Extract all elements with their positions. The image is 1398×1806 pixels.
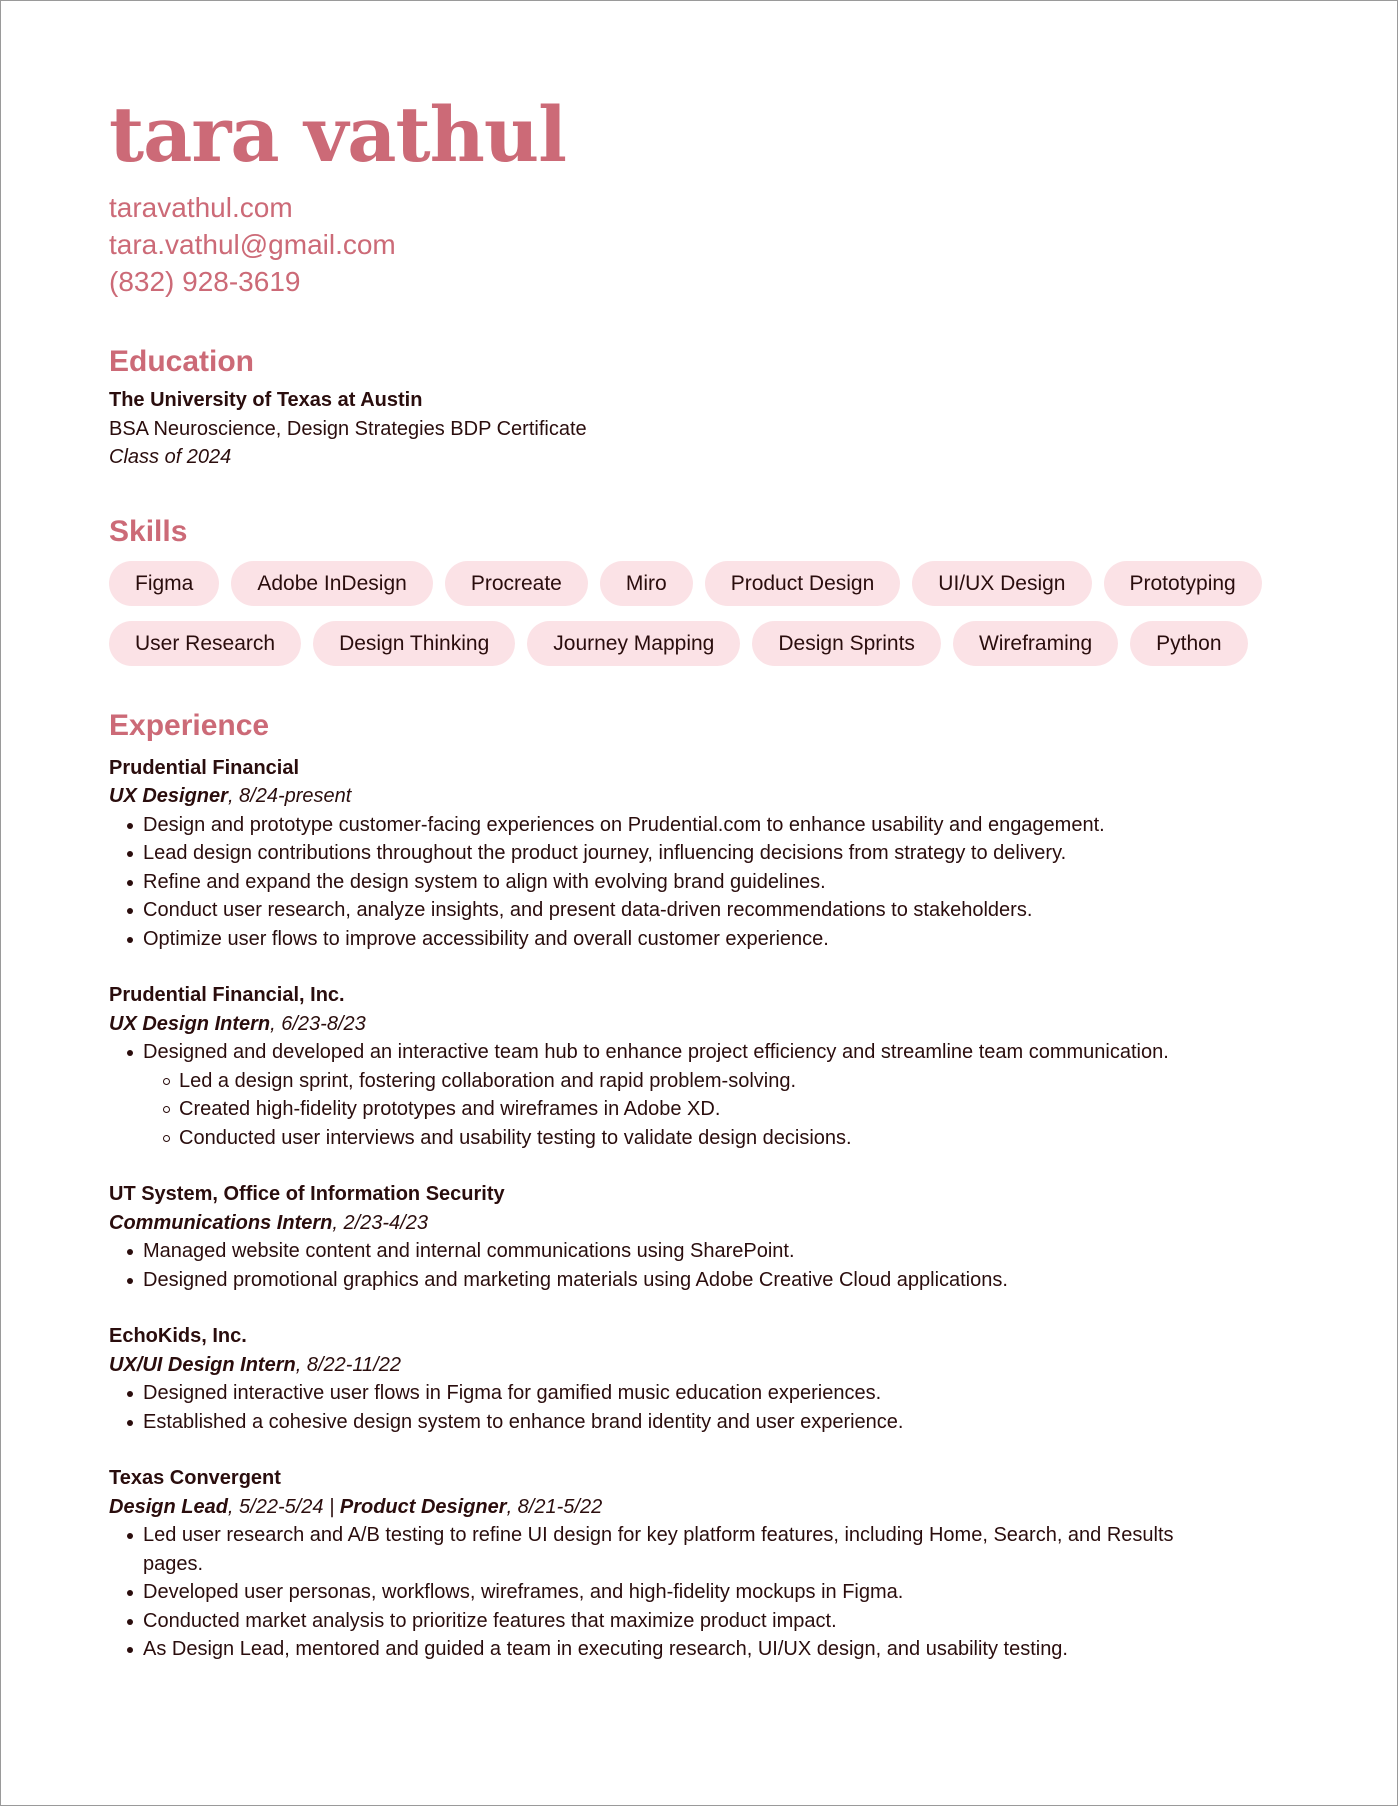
job-company: UT System, Office of Information Security — [109, 1183, 505, 1205]
job-bullet: Established a cohesive design system to enhance brand identity and user experience. — [109, 1408, 1339, 1437]
job-bullet: Managed website content and internal communications using SharePoint. — [109, 1237, 1339, 1266]
experience-section — [109, 708, 1339, 1664]
skill-chip: Adobe InDesign — [231, 561, 432, 606]
job-sub-bullet: Created high-fidelity prototypes and wireframes in Adobe XD. — [109, 1095, 1339, 1124]
job-title-line — [109, 1493, 1339, 1522]
job-role: UX Design Intern — [109, 1012, 271, 1035]
job-bullet: Design and prototype customer-facing experiences on Prudential.com to enhance usability and engagement. — [109, 811, 1339, 840]
education-title: Education — [109, 345, 255, 378]
job-entry — [109, 754, 1339, 954]
job-role-2: Product Designer — [339, 1495, 507, 1518]
job-company: EchoKids, Inc. — [109, 1325, 247, 1347]
job-title-line — [109, 1351, 1339, 1380]
phone-number: (832) 928-3619 — [109, 266, 301, 297]
job-entry — [109, 1464, 1339, 1664]
job-bullet: Conduct user research, analyze insights, and present data-driven recommendations to stakeholders. — [109, 896, 1339, 925]
job-bullets — [109, 811, 1339, 954]
job-dates: , 2/23-4/23 — [332, 1211, 428, 1234]
job-role: UX Designer — [109, 785, 228, 807]
job-entry — [109, 1180, 1339, 1294]
skills-section — [109, 514, 1339, 666]
skill-chip: Procreate — [445, 561, 588, 606]
job-dates: , 8/22-11/22 — [295, 1353, 401, 1376]
job-bullet: Designed and developed an interactive team hub to enhance project efficiency and streamline team communication. — [109, 1038, 1339, 1067]
job-entry — [109, 981, 1339, 1152]
graduation-class: Class of 2024 — [109, 446, 232, 468]
job-bullet: As Design Lead, mentored and guided a team in executing research, UI/UX design, and usability testing. — [109, 1635, 1219, 1664]
skill-chip: Design Sprints — [752, 621, 941, 666]
job-entry — [109, 1322, 1339, 1436]
skill-chip: Figma — [109, 561, 219, 606]
job-sub-bullet: Conducted user interviews and usability testing to validate design decisions. — [109, 1124, 1339, 1153]
job-dates: , 8/24-present — [227, 785, 352, 807]
job-bullet: Designed interactive user flows in Figma for gamified music education experiences. — [109, 1379, 1339, 1408]
job-dates: , 5/22-5/24 | — [227, 1495, 340, 1518]
name-heading: tara vathul — [109, 90, 566, 179]
email-link[interactable]: tara.vathul@gmail.com — [109, 229, 396, 260]
job-sub-bullet: Led a design sprint, fostering collaboration and rapid problem-solving. — [109, 1067, 1339, 1096]
job-company: Texas Convergent — [109, 1467, 281, 1489]
skill-chip: Prototyping — [1104, 561, 1262, 606]
job-title-line — [109, 1010, 1339, 1039]
job-bullet: Led user research and A/B testing to refine UI design for key platform features, including Home, Search, and Results pages. — [109, 1521, 1219, 1578]
skill-chip: Product Design — [705, 561, 901, 606]
job-bullets — [109, 1237, 1339, 1294]
job-bullets — [109, 1521, 1219, 1664]
skill-chip: Journey Mapping — [527, 621, 740, 666]
skills-title: Skills — [109, 514, 188, 548]
job-dates: , 6/23-8/23 — [270, 1012, 366, 1035]
job-title-line — [109, 782, 1339, 811]
skill-chip: UI/UX Design — [912, 561, 1091, 606]
skills-row-1 — [109, 561, 1339, 606]
skill-chip: Miro — [600, 561, 693, 606]
job-bullet: Developed user personas, workflows, wireframes, and high-fidelity mockups in Figma. — [109, 1578, 1219, 1607]
job-dates-2: , 8/21-5/22 — [506, 1495, 603, 1518]
website-link[interactable]: taravathul.com — [109, 192, 293, 223]
job-company: Prudential Financial, Inc. — [109, 984, 345, 1006]
job-role: Design Lead — [109, 1495, 228, 1518]
job-bullet: Conducted market analysis to prioritize features that maximize product impact. — [109, 1607, 1219, 1636]
job-title-line — [109, 1209, 1339, 1238]
skill-chip: User Research — [109, 621, 301, 666]
job-company: Prudential Financial — [109, 756, 300, 779]
job-bullet: Optimize user flows to improve accessibility and overall customer experience. — [109, 925, 1339, 954]
experience-title: Experience — [109, 708, 270, 742]
resume-content — [109, 90, 1339, 1664]
school-name: The University of Texas at Austin — [109, 389, 423, 411]
skills-row-2 — [109, 621, 1339, 666]
skill-chip: Wireframing — [953, 621, 1118, 666]
job-bullet: Designed promotional graphics and marketing materials using Adobe Creative Cloud applications. — [109, 1266, 1339, 1295]
skill-chip: Design Thinking — [313, 621, 515, 666]
job-bullet: Lead design contributions throughout the product journey, influencing decisions from strategy to delivery. — [109, 839, 1339, 868]
job-role: Communications Intern — [109, 1211, 333, 1234]
education-section — [109, 344, 1339, 472]
skill-chip: Python — [1130, 621, 1247, 666]
job-role: UX/UI Design Intern — [109, 1353, 296, 1376]
job-bullets — [109, 1038, 1339, 1152]
job-bullets — [109, 1379, 1339, 1436]
degree: BSA Neuroscience, Design Strategies BDP Certificate — [109, 417, 587, 440]
job-bullet: Refine and expand the design system to align with evolving brand guidelines. — [109, 868, 1339, 897]
